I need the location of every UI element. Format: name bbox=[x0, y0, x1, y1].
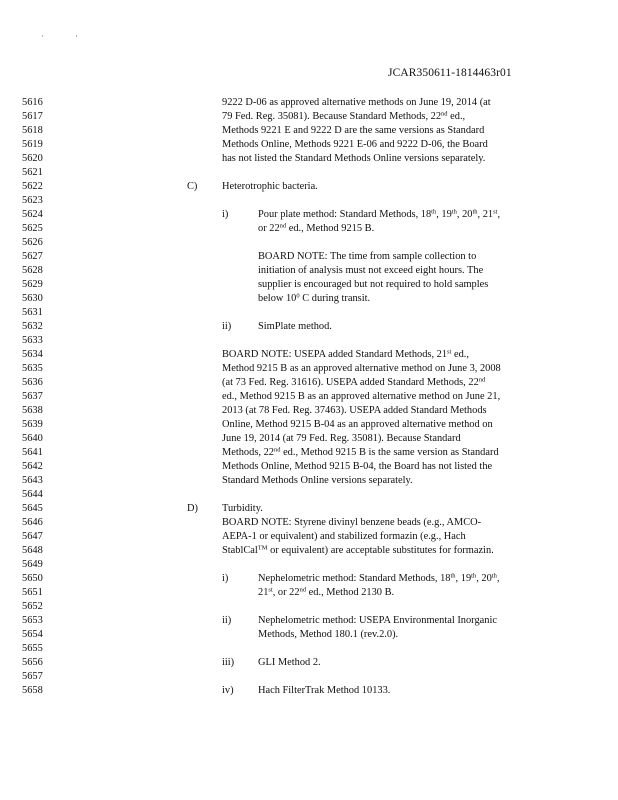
text-line: BOARD NOTE: Styrene divinyl benzene beads (e.g., AMCO- bbox=[222, 517, 482, 528]
scan-mark: ' bbox=[42, 34, 44, 43]
superscript: nd bbox=[273, 446, 281, 454]
line-number: 5625 bbox=[22, 223, 43, 234]
line-number: 5624 bbox=[22, 209, 43, 220]
superscript: th bbox=[451, 208, 457, 216]
line-number: 5638 bbox=[22, 405, 43, 416]
superscript: st bbox=[447, 348, 452, 356]
superscript: nd bbox=[478, 376, 486, 384]
superscript: th bbox=[472, 208, 478, 216]
line-number: 5655 bbox=[22, 643, 43, 654]
text-line bbox=[258, 208, 500, 221]
text-line: Nephelometric method: USEPA Environmental Inorganic bbox=[258, 615, 497, 626]
text-run: ed., bbox=[451, 349, 469, 360]
item-label: iii) bbox=[222, 657, 235, 668]
text-line: ed., Method 9215 B as an approved alternative method on June 21, bbox=[222, 391, 501, 402]
text-line: AEPA-1 or equivalent) and stabilized formazin (e.g., Hach bbox=[222, 531, 466, 542]
text-run: Methods, 22 bbox=[222, 447, 274, 458]
superscript: th bbox=[491, 572, 497, 580]
text-line: 9222 D-06 as approved alternative methods on June 19, 2014 (at bbox=[222, 97, 491, 108]
text-run: , bbox=[496, 573, 500, 584]
text-line bbox=[222, 110, 465, 123]
text-run: , 21 bbox=[477, 209, 494, 220]
line-number: 5650 bbox=[22, 573, 43, 584]
section-label: D) bbox=[187, 503, 198, 514]
text-line bbox=[258, 292, 370, 305]
text-run: below 10 bbox=[258, 293, 297, 304]
superscript: th bbox=[471, 572, 477, 580]
line-number: 5635 bbox=[22, 363, 43, 374]
line-number: 5630 bbox=[22, 293, 43, 304]
section-title: Turbidity. bbox=[222, 503, 263, 514]
text-line: Methods Online, Methods 9221 E-06 and 9222 D-06, the Board bbox=[222, 139, 488, 150]
item-label: iv) bbox=[222, 685, 234, 696]
line-number: 5658 bbox=[22, 685, 43, 696]
line-number: 5621 bbox=[22, 167, 43, 178]
line-number: 5626 bbox=[22, 237, 43, 248]
line-number: 5633 bbox=[22, 335, 43, 346]
text-line: Method 9215 B as an approved alternative method on June 3, 2008 bbox=[222, 363, 501, 374]
text-run: 79 Fed. Reg. 35081). Because Standard Methods, 22 bbox=[222, 111, 442, 122]
text-run: 21 bbox=[258, 587, 269, 598]
text-line: has not listed the Standard Methods Online versions separately. bbox=[222, 153, 486, 164]
line-number: 5636 bbox=[22, 377, 43, 388]
line-number: 5639 bbox=[22, 419, 43, 430]
superscript: 0 bbox=[296, 292, 300, 300]
text-line bbox=[222, 446, 499, 459]
line-number: 5656 bbox=[22, 657, 43, 668]
line-number: 5641 bbox=[22, 447, 43, 458]
superscript: st bbox=[268, 586, 273, 594]
text-run: BOARD NOTE: USEPA added Standard Methods, 21 bbox=[222, 349, 448, 360]
text-run: Nephelometric method: Standard Methods, 18 bbox=[258, 573, 451, 584]
line-number: 5645 bbox=[22, 503, 43, 514]
text-run: ed., Method 9215 B. bbox=[286, 223, 375, 234]
line-number: 5640 bbox=[22, 433, 43, 444]
text-run: , 20 bbox=[476, 573, 492, 584]
text-run: (at 73 Fed. Reg. 31616). USEPA added Standard Methods, 22 bbox=[222, 377, 479, 388]
line-number: 5652 bbox=[22, 601, 43, 612]
text-run: StablCal bbox=[222, 545, 258, 556]
text-run: ed., bbox=[447, 111, 466, 122]
text-line: Methods 9221 E and 9222 D are the same versions as Standard bbox=[222, 125, 485, 136]
text-line: Standard Methods Online versions separately. bbox=[222, 475, 413, 486]
text-line: June 19, 2014 (at 79 Fed. Reg. 35081). Because Standard bbox=[222, 433, 461, 444]
item-label: ii) bbox=[222, 615, 232, 626]
superscript: nd bbox=[299, 586, 307, 594]
text-line bbox=[258, 586, 394, 599]
text-line: Online, Method 9215 B-04 as an approved alternative method on bbox=[222, 419, 493, 430]
superscript: th bbox=[431, 208, 437, 216]
line-number: 5637 bbox=[22, 391, 43, 402]
text-run: or equivalent) are acceptable substitutes for formazin. bbox=[267, 545, 494, 556]
line-number: 5643 bbox=[22, 475, 43, 486]
text-line bbox=[222, 376, 485, 389]
line-number: 5619 bbox=[22, 139, 43, 150]
text-run: ed., Method 9215 B is the same version as Standard bbox=[280, 447, 499, 458]
text-line: Methods, Method 180.1 (rev.2.0). bbox=[258, 629, 399, 640]
line-number: 5647 bbox=[22, 531, 43, 542]
line-number: 5622 bbox=[22, 181, 43, 192]
item-label: i) bbox=[222, 573, 229, 584]
line-number: 5628 bbox=[22, 265, 43, 276]
line-number: 5623 bbox=[22, 195, 43, 206]
superscript: nd bbox=[441, 110, 448, 118]
superscript: th bbox=[450, 572, 456, 580]
line-number: 5644 bbox=[22, 489, 43, 500]
text-line bbox=[258, 572, 499, 585]
text-line: initiation of analysis must not exceed eight hours. The bbox=[258, 265, 484, 276]
superscript: TM bbox=[257, 544, 268, 552]
line-number: 5618 bbox=[22, 125, 43, 136]
section-title: Heterotrophic bacteria. bbox=[222, 181, 318, 192]
line-number: 5627 bbox=[22, 251, 43, 262]
line-number: 5617 bbox=[22, 111, 43, 122]
section-label: C) bbox=[187, 181, 198, 192]
line-number: 5632 bbox=[22, 321, 43, 332]
text-line: SimPlate method. bbox=[258, 321, 332, 332]
text-run: Pour plate method: Standard Methods, 18 bbox=[258, 209, 432, 220]
line-number: 5657 bbox=[22, 671, 43, 682]
line-number: 5651 bbox=[22, 587, 43, 598]
line-number: 5654 bbox=[22, 629, 43, 640]
line-number: 5646 bbox=[22, 517, 43, 528]
text-run: , 19 bbox=[436, 209, 452, 220]
line-number: 5648 bbox=[22, 545, 43, 556]
line-number: 5642 bbox=[22, 461, 43, 472]
text-line: GLI Method 2. bbox=[258, 657, 321, 668]
text-line: 2013 (at 78 Fed. Reg. 37463). USEPA added Standard Methods bbox=[222, 405, 487, 416]
line-number: 5616 bbox=[22, 97, 43, 108]
text-run: , or 22 bbox=[272, 587, 300, 598]
text-run: , 20 bbox=[456, 209, 473, 220]
line-number: 5629 bbox=[22, 279, 43, 290]
line-number: 5649 bbox=[22, 559, 43, 570]
line-number: 5653 bbox=[22, 615, 43, 626]
superscript: nd bbox=[279, 222, 287, 230]
text-run: or 22 bbox=[258, 223, 280, 234]
scan-marks bbox=[42, 34, 107, 43]
text-run: , bbox=[497, 209, 501, 220]
text-line bbox=[222, 348, 469, 361]
text-run: , 19 bbox=[455, 573, 472, 584]
item-label: ii) bbox=[222, 321, 232, 332]
superscript: st bbox=[493, 208, 498, 216]
line-number: 5631 bbox=[22, 307, 43, 318]
text-run: ed., Method 2130 B. bbox=[306, 587, 395, 598]
scan-mark: ' bbox=[75, 34, 78, 43]
document-id: JCAR350611-1814463r01 bbox=[388, 67, 512, 79]
text-line bbox=[258, 222, 374, 235]
text-line: BOARD NOTE: The time from sample collection to bbox=[258, 251, 477, 262]
text-run: C during transit. bbox=[299, 293, 371, 304]
item-label: i) bbox=[222, 209, 229, 220]
text-line: Methods Online, Method 9215 B-04, the Board has not listed the bbox=[222, 461, 493, 472]
line-number: 5634 bbox=[22, 349, 43, 360]
text-line: Hach FilterTrak Method 10133. bbox=[258, 685, 391, 696]
text-line bbox=[222, 544, 494, 557]
line-number: 5620 bbox=[22, 153, 43, 164]
text-line: supplier is encouraged but not required to hold samples bbox=[258, 279, 489, 290]
